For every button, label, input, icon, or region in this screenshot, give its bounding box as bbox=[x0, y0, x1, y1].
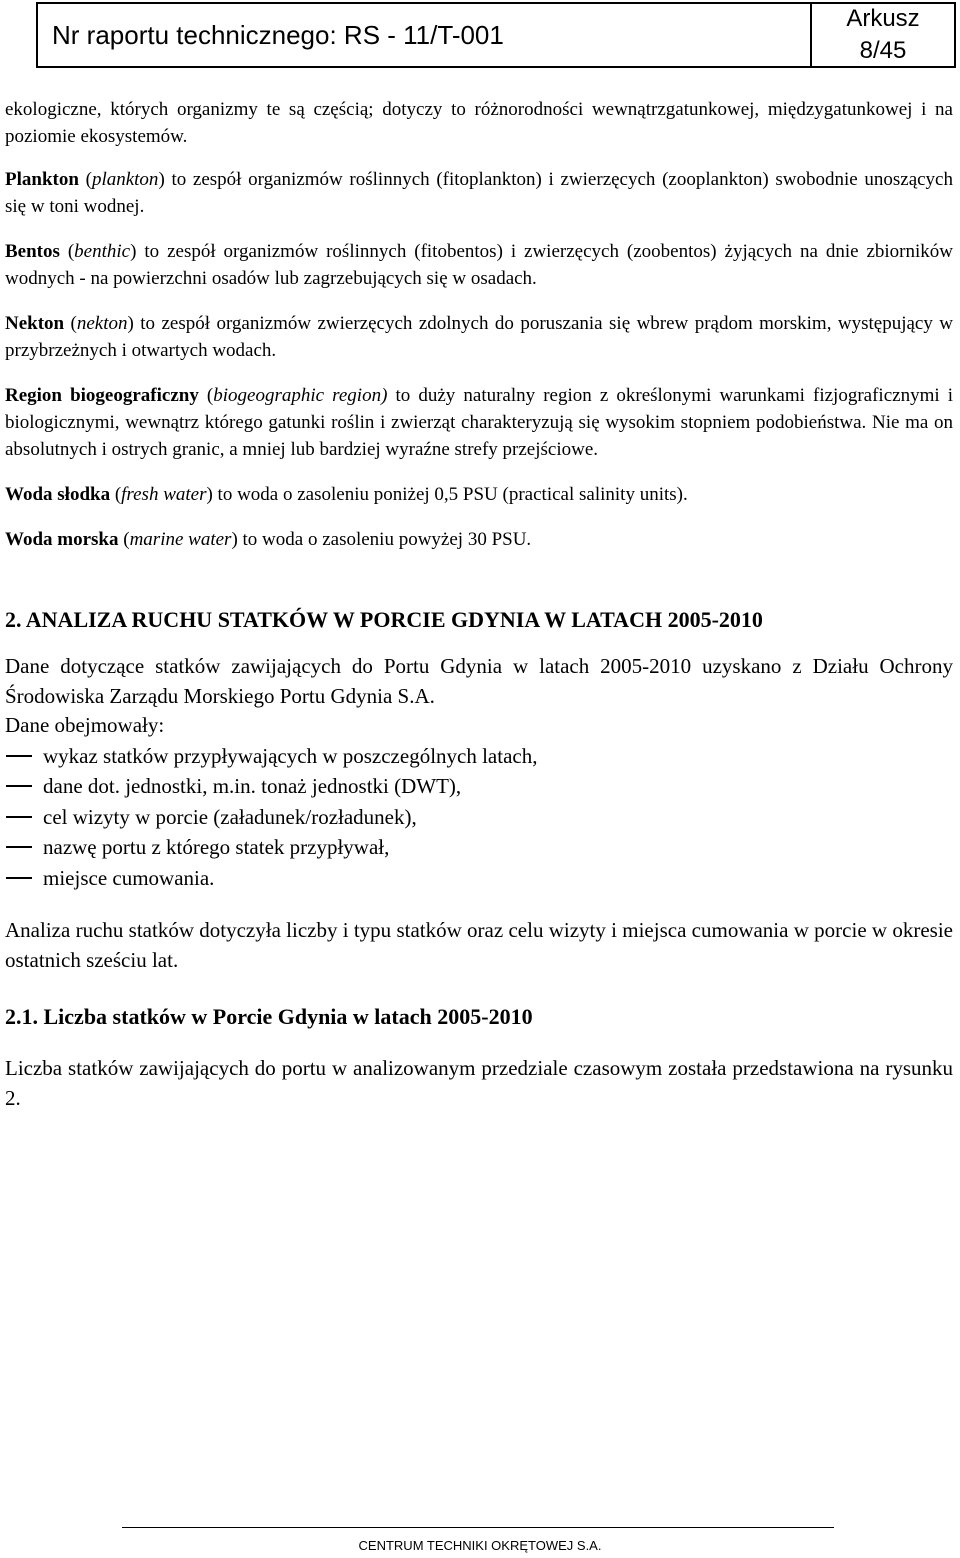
term-english: biogeographic region) bbox=[213, 385, 388, 406]
sheet-label: Arkusz bbox=[846, 5, 920, 32]
term: Woda słodka bbox=[5, 484, 111, 505]
subsection-heading: 2.1. Liczba statków w Porcie Gdynia w latach 2005-2010 bbox=[5, 1004, 533, 1029]
list-item: wykaz statków przypływających w poszczególnych latach, bbox=[5, 741, 953, 772]
term-english: fresh water bbox=[121, 484, 207, 505]
dash-bullet-icon bbox=[6, 785, 32, 787]
definition-region: Region biogeograficzny (biogeographic region) to duży naturalny region z określonymi warunkami fizjograficznymi i biologicznymi, wewnątrz którego gatunki roślin i zwierząt charakteryzują się wysokim stopniem podobieństwa. Nie ma on absolutnych i ostrych granic, a mniej lub bardziej wyraźne strefy przejściowe. bbox=[5, 385, 953, 460]
term: Bentos bbox=[5, 241, 60, 262]
definition-plankton: Plankton (plankton) to zespół organizmów roślinnych (fitoplankton) i zwierzęcych (zooplankton) swobodnie unoszących się w toni wodnej. bbox=[5, 169, 953, 217]
sheet-page: 8/45 bbox=[859, 37, 907, 64]
term-english: marine water bbox=[129, 529, 232, 550]
dash-bullet-icon bbox=[6, 755, 32, 757]
definition-marine-water: Woda morska (marine water) to woda o zasoleniu powyżej 30 PSU. bbox=[5, 529, 532, 550]
page-header bbox=[36, 2, 956, 68]
list-item: miejsce cumowania. bbox=[5, 863, 953, 894]
definition-continuation: ekologiczne, których organizmy te są częścią; dotyczy to różnorodności wewnątrzgatunkowej, międzygatunkowej i na poziomie ekosystemów. bbox=[5, 99, 953, 147]
term: Plankton bbox=[5, 169, 79, 190]
dash-bullet-icon bbox=[6, 816, 32, 818]
subsection-text: Liczba statków zawijających do portu w analizowanym przedziale czasowym została przedstawiona na rysunku 2. bbox=[5, 1056, 953, 1110]
term: Woda morska bbox=[5, 529, 119, 550]
report-number: Nr raportu technicznego: RS - 11/T-001 bbox=[38, 4, 812, 66]
list-item: dane dot. jednostki, m.in. tonaż jednostki (DWT), bbox=[5, 771, 953, 802]
term-english: plankton bbox=[91, 169, 159, 190]
definition-nekton: Nekton (nekton) to zespół organizmów zwierzęcych zdolnych do poruszania się wbrew prądom morskim, występujący w przybrzeżnych i otwartych wodach. bbox=[5, 313, 953, 361]
dash-bullet-icon bbox=[6, 846, 32, 848]
definition-bentos: Bentos (benthic) to zespół organizmów roślinnych (fitobentos) i zwierzęcych (zoobentos) żyjących na dnie zbiorników wodnych - na powierzchni osadów lub zagrzebujących się w osadach. bbox=[5, 241, 953, 289]
list-item: cel wizyty w porcie (załadunek/rozładunek), bbox=[5, 802, 953, 833]
footer-company: CENTRUM TECHNIKI OKRĘTOWEJ S.A. bbox=[358, 1538, 602, 1553]
section-heading: 2. ANALIZA RUCHU STATKÓW W PORCIE GDYNIA W LATACH 2005-2010 bbox=[5, 607, 763, 632]
term-english: nekton bbox=[76, 313, 128, 334]
list-intro: Dane obejmowały: bbox=[5, 713, 165, 737]
footer-divider bbox=[122, 1527, 834, 1528]
sheet-info bbox=[812, 4, 954, 66]
analysis-paragraph: Analiza ruchu statków dotyczyła liczby i typu statków oraz celu wizyty i miejsca cumowania w porcie w okresie ostatnich sześciu lat. bbox=[5, 918, 953, 972]
term-english: benthic bbox=[74, 241, 131, 262]
dash-bullet-icon bbox=[6, 877, 32, 879]
list-item: nazwę portu z którego statek przypływał, bbox=[5, 832, 953, 863]
term: Region biogeograficzny bbox=[5, 385, 199, 406]
section-intro: Dane dotyczące statków zawijających do Portu Gdynia w latach 2005-2010 uzyskano z Działu Ochrony Środowiska Zarządu Morskiego Portu Gdynia S.A. bbox=[5, 654, 953, 708]
definition-fresh-water: Woda słodka (fresh water) to woda o zasoleniu poniżej 0,5 PSU (practical salinity units). bbox=[5, 484, 688, 505]
document-body bbox=[5, 96, 953, 1113]
term: Nekton bbox=[5, 313, 65, 334]
data-list bbox=[5, 741, 953, 894]
